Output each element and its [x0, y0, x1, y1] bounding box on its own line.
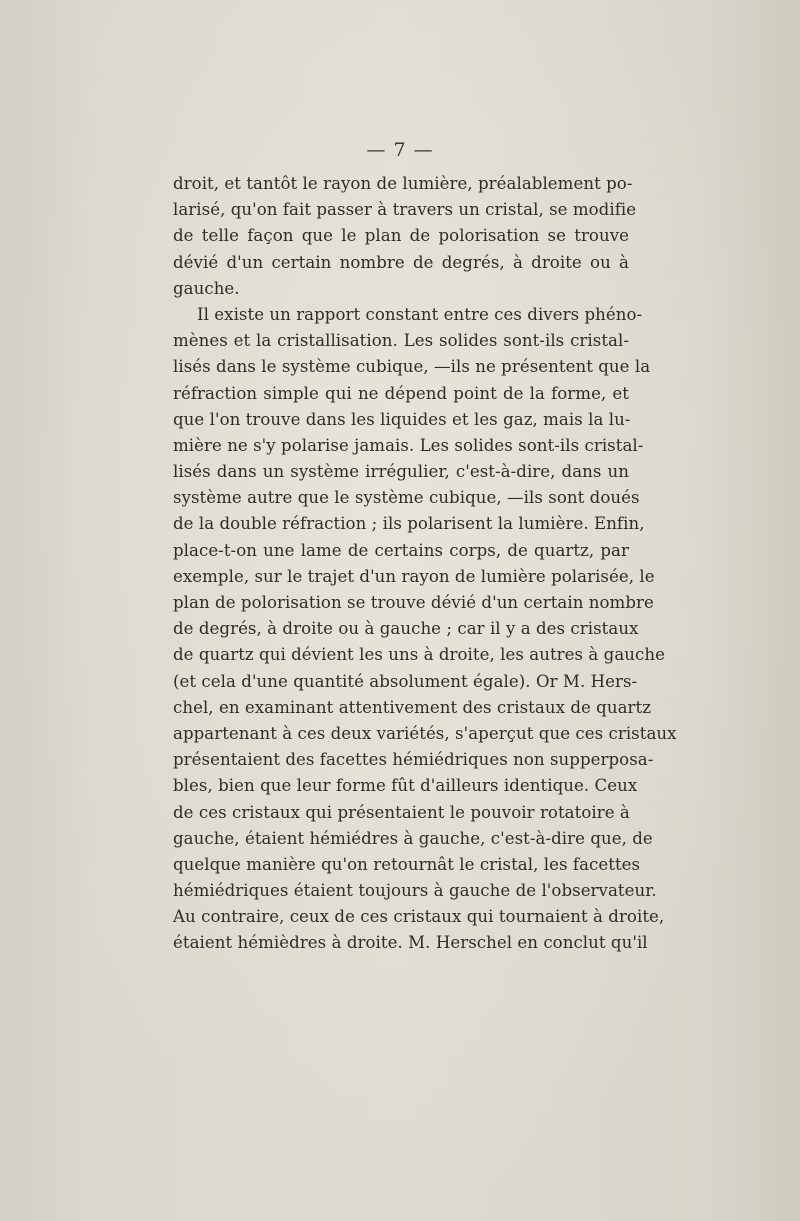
text-line: de ces cristaux qui présentaient le pouvoir rotatoire à	[173, 802, 630, 822]
text-line: gauche.	[173, 278, 240, 298]
text-line: système autre que le système cubique, —ils sont doués	[173, 488, 640, 508]
text-line: hémiédriques étaient toujours à gauche de l'observateur.	[173, 881, 657, 901]
text-line: que l'on trouve dans les liquides et les gaz, mais la lu-	[173, 409, 631, 429]
paragraph-start-line: Il existe un rapport constant entre ces divers phéno-	[197, 304, 643, 324]
text-line: de quartz qui dévient les uns à droite, les autres à gauche	[173, 645, 665, 665]
text-line: appartenant à ces deux variétés, s'aperçut que ces cristaux	[173, 723, 677, 743]
text-line: (et cela d'une quantité absolument égale). Or M. Hers-	[173, 671, 638, 691]
body-text	[173, 171, 677, 957]
text-line: réfraction simple qui ne dépend point de la forme, et	[173, 383, 629, 403]
text-line: larisé, qu'on fait passer à travers un cristal, se modifie	[173, 200, 637, 220]
text-line: quelque manière qu'on retournât le cristal, les facettes	[173, 854, 641, 874]
text-line: chel, en examinant attentivement des cristaux de quartz	[173, 697, 652, 717]
text-line: mènes et la cristallisation. Les solides sont-ils cristal-	[173, 331, 629, 351]
text-line: place-t-on une lame de certains corps, de quartz, par	[173, 540, 629, 560]
text-line: mière ne s'y polarise jamais. Les solides sont-ils cristal-	[173, 435, 644, 455]
text-line: lisés dans le système cubique, —ils ne présentent que la	[173, 357, 651, 377]
text-line: de la double réfraction ; ils polarisent la lumière. Enfin,	[173, 514, 645, 534]
text-line: Au contraire, ceux de ces cristaux qui tournaient à droite,	[173, 907, 665, 927]
text-line: lisés dans un système irrégulier, c'est-à-dire, dans un	[173, 462, 629, 482]
text-line: de degrés, à droite ou à gauche ; car il y a des cristaux	[173, 619, 639, 639]
text-line: présentaient des facettes hémiédriques non supperposa-	[173, 750, 654, 770]
text-line: exemple, sur le trajet d'un rayon de lumière polarisée, le	[173, 566, 655, 586]
text-line: bles, bien que leur forme fût d'ailleurs identique. Ceux	[173, 776, 638, 796]
text-line: étaient hémièdres à droite. M. Herschel en conclut qu'il	[173, 933, 648, 953]
text-line: droit, et tantôt le rayon de lumière, préalablement po-	[173, 174, 633, 193]
text-line: dévié d'un certain nombre de degrés, à droite ou à	[173, 252, 629, 272]
text-line: de telle façon que le plan de polorisation se trouve	[173, 226, 629, 246]
text-line: gauche, étaient hémiédres à gauche, c'est-à-dire que, de	[173, 828, 653, 848]
page-number: — 7 —	[366, 139, 434, 161]
text-line: plan de polorisation se trouve dévié d'un certain nombre	[173, 593, 654, 612]
